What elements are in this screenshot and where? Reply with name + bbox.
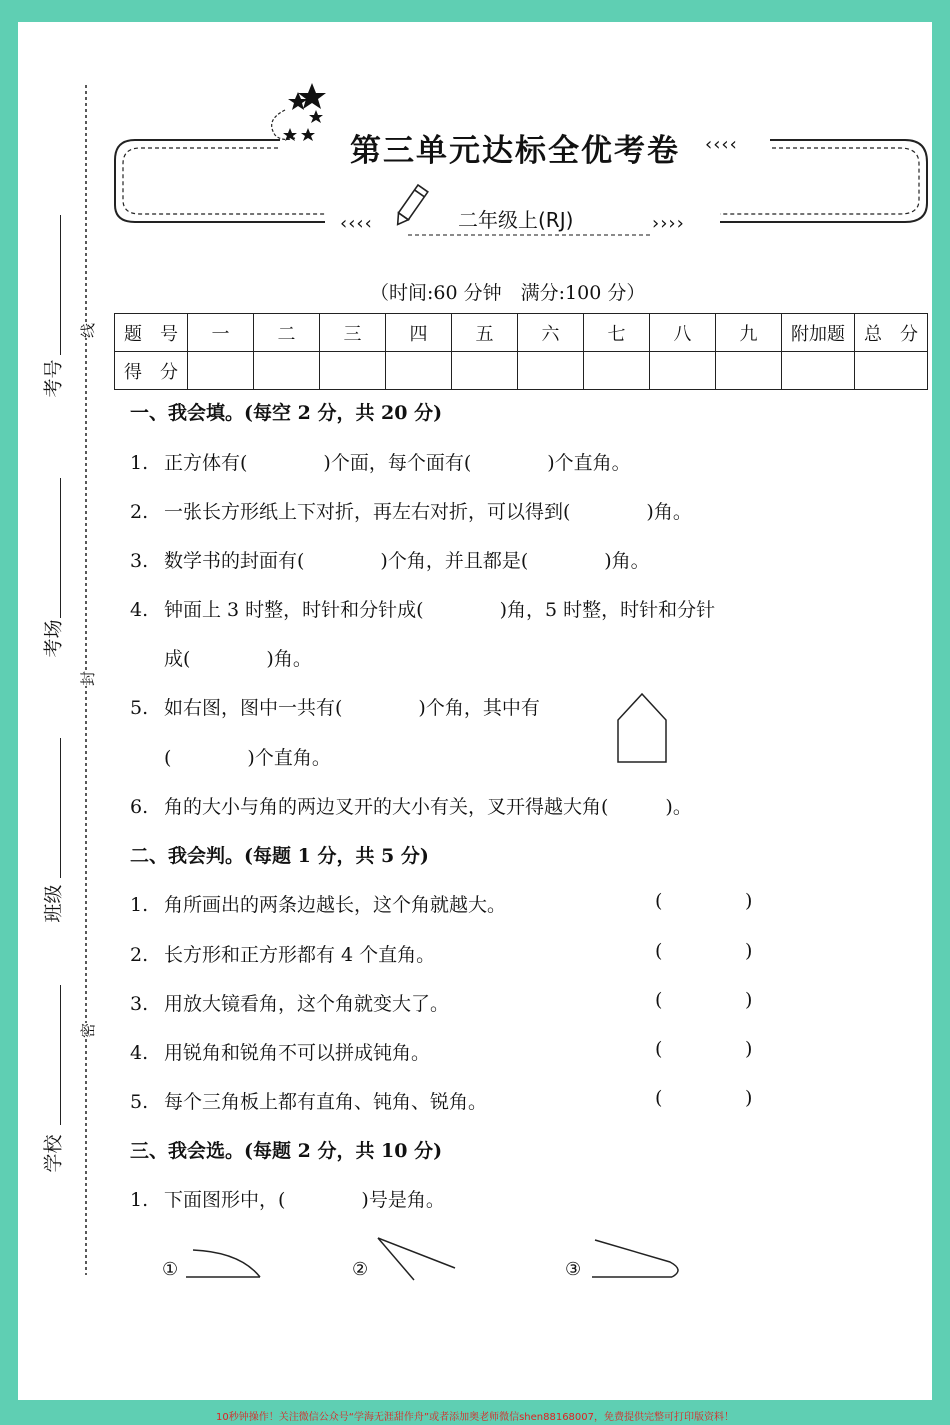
question-text: 数学书的封面有( )个角，并且都是( )角。 bbox=[164, 550, 650, 572]
score-input-cell[interactable] bbox=[188, 352, 254, 390]
subtitle-arrows-right: ›››› bbox=[652, 213, 685, 234]
angle-figures bbox=[0, 1230, 950, 1290]
question-number: 3. bbox=[130, 993, 149, 1015]
star-icon bbox=[283, 83, 326, 141]
judge-answer-4[interactable] bbox=[655, 1038, 835, 1060]
subtitle-arrows-left: ‹‹‹‹ bbox=[340, 213, 373, 234]
score-row-label: 得 分 bbox=[115, 352, 188, 390]
seal-text-line: 线 bbox=[79, 322, 98, 339]
choice-question-1 bbox=[130, 1185, 445, 1212]
judge-answer-2[interactable] bbox=[655, 940, 835, 962]
question-number: 6. bbox=[130, 796, 149, 818]
open-paren: ( bbox=[655, 1038, 663, 1060]
question-text: ( )个直角。 bbox=[164, 747, 331, 769]
question-number: 4. bbox=[130, 599, 149, 621]
question-number: 1. bbox=[130, 894, 149, 916]
judge-answer-3[interactable] bbox=[655, 989, 835, 1011]
score-input-cell[interactable] bbox=[386, 352, 452, 390]
score-header-cell: 九 bbox=[716, 314, 782, 352]
exam-room-line bbox=[60, 478, 61, 618]
score-input-cell[interactable] bbox=[452, 352, 518, 390]
judge-answer-1[interactable] bbox=[655, 890, 835, 912]
question-text: 一张长方形纸上下对折，再左右对折，可以得到( )角。 bbox=[164, 501, 692, 523]
score-input-cell[interactable] bbox=[855, 352, 928, 390]
figure-3 bbox=[592, 1240, 678, 1277]
question-text: 用放大镜看角，这个角就变大了。 bbox=[164, 993, 450, 1015]
score-header-cell: 六 bbox=[518, 314, 584, 352]
score-input-cell[interactable] bbox=[254, 352, 320, 390]
score-input-cell[interactable] bbox=[650, 352, 716, 390]
judge-question-3 bbox=[130, 989, 449, 1016]
side-label-exam-number: 考号 bbox=[42, 359, 65, 398]
open-paren: ( bbox=[655, 989, 663, 1011]
grade-subtitle: 二年级上(RJ) bbox=[458, 208, 574, 232]
question-number: 4. bbox=[130, 1042, 149, 1064]
open-paren: ( bbox=[655, 890, 663, 912]
score-input-cell[interactable] bbox=[320, 352, 386, 390]
open-paren: ( bbox=[655, 1087, 663, 1109]
score-header-cell: 八 bbox=[650, 314, 716, 352]
question-1-2 bbox=[130, 497, 692, 524]
close-paren: ) bbox=[745, 940, 753, 962]
question-number: 2. bbox=[130, 944, 149, 966]
close-paren: ) bbox=[745, 1087, 753, 1109]
pencil-icon bbox=[393, 185, 428, 228]
option-1-label: ① bbox=[162, 1259, 179, 1280]
question-1-3 bbox=[130, 546, 650, 573]
question-text: 钟面上 3 时整，时针和分针成( )角，5 时整，时针和分针 bbox=[164, 599, 716, 621]
school-line bbox=[60, 985, 61, 1125]
section-1-heading: 一、我会填。(每空 2 分，共 20 分) bbox=[130, 402, 443, 424]
question-text: 成( )角。 bbox=[164, 648, 312, 670]
score-input-cell[interactable] bbox=[584, 352, 650, 390]
time-info: （时间:60 分钟 满分:100 分） bbox=[370, 282, 646, 304]
option-3-label: ③ bbox=[565, 1259, 582, 1280]
close-paren: ) bbox=[745, 989, 753, 1011]
question-text: 每个三角板上都有直角、钝角、锐角。 bbox=[164, 1091, 488, 1113]
class-line bbox=[60, 738, 61, 878]
score-table-score-row bbox=[115, 352, 928, 390]
score-header-cell: 四 bbox=[386, 314, 452, 352]
footer-note: 10秒钟操作！关注微信公众号“学海无涯甜作舟”或者添加奥老师微信shen88168007，免费提供完整可打印版资料！ bbox=[215, 1412, 735, 1423]
question-text: 长方形和正方形都有 4 个直角。 bbox=[164, 944, 436, 966]
side-label-class: 班级 bbox=[42, 884, 65, 923]
open-paren: ( bbox=[655, 940, 663, 962]
question-1-4-cont bbox=[130, 644, 312, 671]
question-number: 5. bbox=[130, 697, 149, 719]
question-number: 1. bbox=[130, 1189, 149, 1211]
house-shape-figure bbox=[612, 690, 672, 766]
judge-question-5 bbox=[130, 1087, 487, 1114]
question-text: 用锐角和锐角不可以拼成钝角。 bbox=[164, 1042, 431, 1064]
side-label-exam-room: 考场 bbox=[42, 619, 65, 658]
question-1-1 bbox=[130, 448, 631, 475]
score-header-cell: 五 bbox=[452, 314, 518, 352]
score-header-cell: 题 号 bbox=[115, 314, 188, 352]
close-paren: ) bbox=[745, 1038, 753, 1060]
score-header-cell: 总 分 bbox=[855, 314, 928, 352]
close-paren: ) bbox=[745, 890, 753, 912]
section-3-heading: 三、我会选。(每题 2 分，共 10 分) bbox=[130, 1140, 443, 1162]
question-number: 5. bbox=[130, 1091, 149, 1113]
question-1-6 bbox=[130, 792, 692, 819]
seal-text-seal: 封 bbox=[79, 670, 98, 687]
option-2-label: ② bbox=[352, 1259, 369, 1280]
judge-answer-5[interactable] bbox=[655, 1087, 835, 1109]
score-header-cell: 七 bbox=[584, 314, 650, 352]
question-text: 如右图，图中一共有( )个角，其中有 bbox=[164, 697, 540, 719]
question-1-5-cont bbox=[130, 743, 331, 770]
question-number: 1. bbox=[130, 452, 149, 474]
score-input-cell[interactable] bbox=[782, 352, 855, 390]
score-table-header-row bbox=[115, 314, 928, 352]
score-input-cell[interactable] bbox=[518, 352, 584, 390]
question-text: 角的大小与角的两边叉开的大小有关，叉开得越大角( )。 bbox=[164, 796, 692, 818]
question-text: 角所画出的两条边越长，这个角就越大。 bbox=[164, 894, 507, 916]
title-arrows: ‹‹‹‹ bbox=[705, 134, 738, 155]
judge-question-4 bbox=[130, 1038, 430, 1065]
score-header-cell: 二 bbox=[254, 314, 320, 352]
question-number: 3. bbox=[130, 550, 149, 572]
question-1-5 bbox=[130, 693, 540, 720]
figure-2 bbox=[378, 1238, 455, 1280]
score-input-cell[interactable] bbox=[716, 352, 782, 390]
seal-text-secret: 密 bbox=[79, 1022, 98, 1039]
judge-question-1 bbox=[130, 890, 506, 917]
side-label-school: 学校 bbox=[42, 1134, 65, 1173]
question-number: 2. bbox=[130, 501, 149, 523]
score-header-cell: 三 bbox=[320, 314, 386, 352]
page-title: 第三单元达标全优考卷 bbox=[350, 133, 680, 169]
score-table bbox=[114, 313, 928, 390]
section-2-heading: 二、我会判。(每题 1 分，共 5 分) bbox=[130, 845, 429, 867]
score-header-cell: 附加题 bbox=[782, 314, 855, 352]
judge-question-2 bbox=[130, 940, 435, 967]
question-1-4 bbox=[130, 595, 715, 622]
question-text: 正方体有( )个面，每个面有( )个直角。 bbox=[164, 452, 631, 474]
question-text: 下面图形中，( )号是角。 bbox=[164, 1189, 445, 1211]
score-header-cell: 一 bbox=[188, 314, 254, 352]
figure-1 bbox=[186, 1250, 260, 1277]
